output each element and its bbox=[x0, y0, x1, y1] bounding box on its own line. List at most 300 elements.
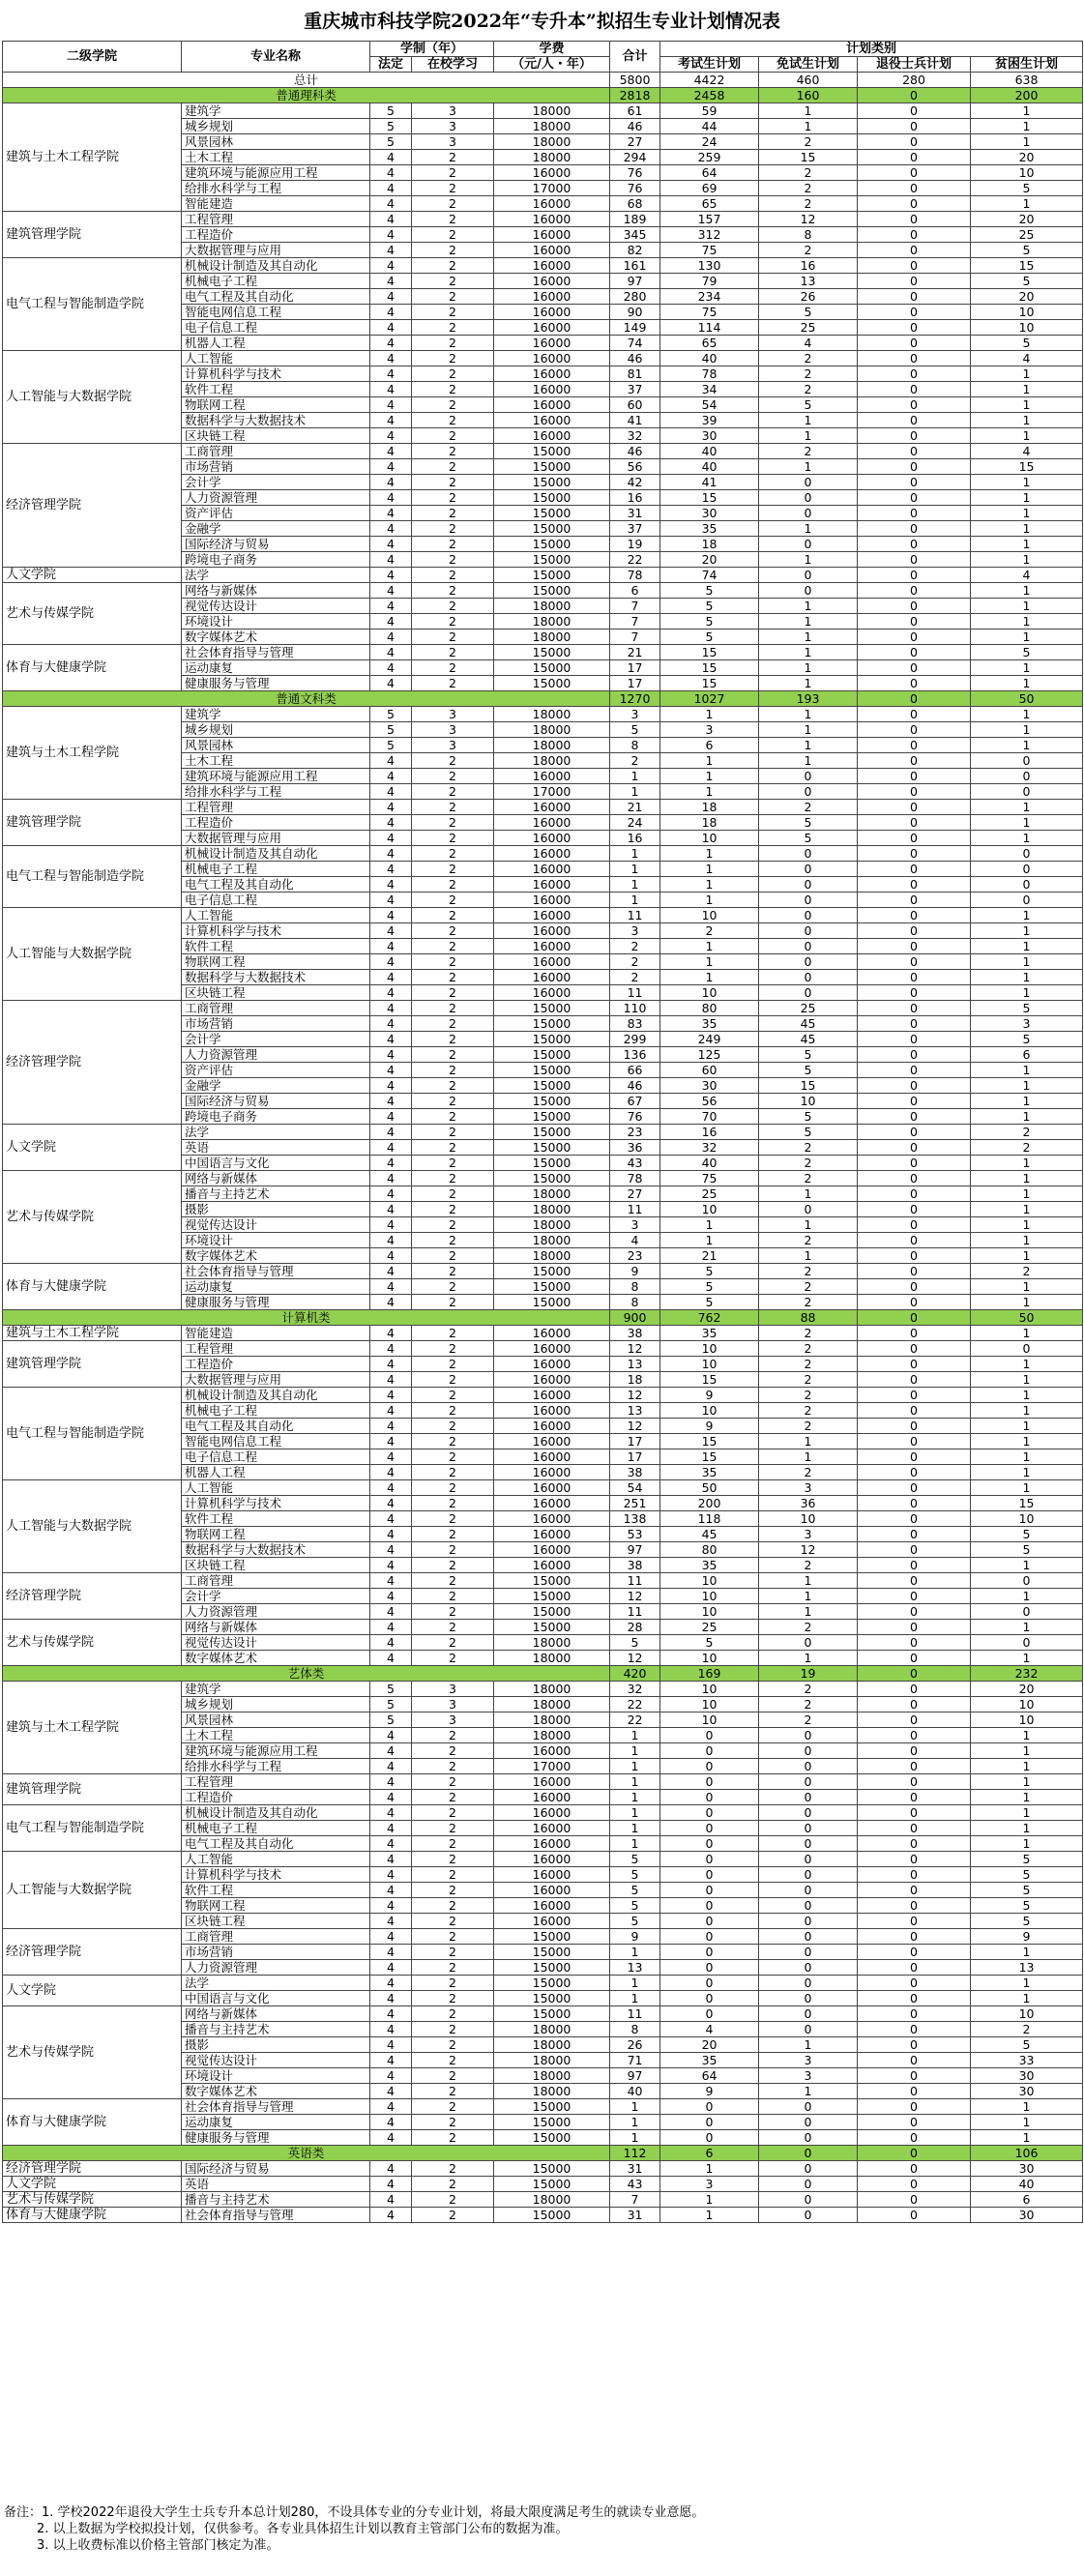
tuition-cell: 18000 bbox=[494, 103, 610, 119]
category-label: 英语类 bbox=[3, 2146, 610, 2161]
exempt-cell: 0 bbox=[759, 769, 858, 784]
major-cell: 软件工程 bbox=[182, 939, 370, 954]
exempt-cell: 2 bbox=[759, 1140, 858, 1156]
college-cell: 人文学院 bbox=[3, 568, 182, 583]
veteran-cell: 0 bbox=[858, 552, 971, 568]
school-years-cell: 2 bbox=[412, 1109, 494, 1125]
veteran-cell: 0 bbox=[858, 1697, 971, 1712]
poverty-cell: 1 bbox=[971, 506, 1083, 521]
exam-cell: 15 bbox=[660, 490, 759, 506]
table-row bbox=[3, 1326, 1083, 1341]
poverty-cell: 10 bbox=[971, 320, 1083, 336]
exam-cell: 0 bbox=[660, 1960, 759, 1976]
table-row bbox=[3, 1125, 1083, 1140]
school-years-cell: 2 bbox=[412, 1774, 494, 1790]
total-cell: 294 bbox=[610, 150, 660, 165]
exam-cell: 0 bbox=[660, 1867, 759, 1883]
table-row bbox=[3, 1264, 1083, 1279]
tuition-cell: 18000 bbox=[494, 1682, 610, 1697]
exempt-cell: 1 bbox=[759, 599, 858, 614]
veteran-cell: 0 bbox=[858, 599, 971, 614]
exam-cell: 0 bbox=[660, 1898, 759, 1914]
major-cell: 视觉传达设计 bbox=[182, 599, 370, 614]
school-years-cell: 2 bbox=[412, 1001, 494, 1016]
exam-cell: 5 bbox=[660, 1295, 759, 1310]
school-years-cell: 2 bbox=[412, 413, 494, 428]
tuition-cell: 16000 bbox=[494, 908, 610, 923]
poverty-cell: 5 bbox=[971, 645, 1083, 660]
poverty-cell: 5 bbox=[971, 2037, 1083, 2053]
poverty-cell: 2 bbox=[971, 2022, 1083, 2037]
exam-cell: 259 bbox=[660, 150, 759, 165]
tuition-cell: 15000 bbox=[494, 1109, 610, 1125]
major-cell: 机械设计制造及其自动化 bbox=[182, 846, 370, 862]
total-cell: 76 bbox=[610, 165, 660, 181]
legal-years-cell: 4 bbox=[370, 629, 412, 645]
exempt-cell: 45 bbox=[759, 1016, 858, 1032]
exam-cell: 0 bbox=[660, 1743, 759, 1759]
exempt-cell: 0 bbox=[759, 506, 858, 521]
veteran-cell: 0 bbox=[858, 1527, 971, 1542]
poverty-cell: 30 bbox=[971, 2068, 1083, 2084]
footnote: 2. 以上数据为学校拟投计划，仅供参考。各专业具体招生计划以教育主管部门公布的数据为准。 bbox=[37, 2522, 569, 2536]
school-years-cell: 2 bbox=[412, 1604, 494, 1620]
table-row bbox=[3, 1171, 1083, 1186]
exempt-cell: 0 bbox=[759, 1790, 858, 1805]
total-cell: 71 bbox=[610, 2053, 660, 2068]
legal-years-cell: 5 bbox=[370, 103, 412, 119]
veteran-cell: 0 bbox=[858, 1620, 971, 1635]
school-years-cell: 2 bbox=[412, 1558, 494, 1573]
tuition-cell: 15000 bbox=[494, 1078, 610, 1094]
school-years-cell: 2 bbox=[412, 862, 494, 877]
veteran-cell: 0 bbox=[858, 320, 971, 336]
veteran-cell: 0 bbox=[858, 614, 971, 629]
total-cell: 8 bbox=[610, 1279, 660, 1295]
category-total: 900 bbox=[610, 1310, 660, 1326]
exempt-cell: 1 bbox=[759, 722, 858, 738]
category-label: 普通理科类 bbox=[3, 88, 610, 103]
legal-years-cell: 4 bbox=[370, 2208, 412, 2223]
header-major: 专业名称 bbox=[182, 42, 370, 73]
college-cell: 经济管理学院 bbox=[3, 1929, 182, 1976]
tuition-cell: 16000 bbox=[494, 413, 610, 428]
exempt-cell: 45 bbox=[759, 1032, 858, 1047]
tuition-cell: 15000 bbox=[494, 2130, 610, 2146]
legal-years-cell: 4 bbox=[370, 1821, 412, 1836]
veteran-cell: 0 bbox=[858, 707, 971, 722]
exam-cell: 234 bbox=[660, 289, 759, 305]
major-cell: 社会体育指导与管理 bbox=[182, 1264, 370, 1279]
total-cell: 1 bbox=[610, 769, 660, 784]
tuition-cell: 18000 bbox=[494, 150, 610, 165]
total-cell: 2 bbox=[610, 939, 660, 954]
exam-cell: 44 bbox=[660, 119, 759, 134]
tuition-cell: 16000 bbox=[494, 1341, 610, 1357]
exempt-cell: 25 bbox=[759, 1001, 858, 1016]
major-cell: 工商管理 bbox=[182, 1929, 370, 1945]
header-duration: 学制（年） bbox=[370, 42, 494, 57]
tuition-cell: 15000 bbox=[494, 1604, 610, 1620]
veteran-cell: 0 bbox=[858, 103, 971, 119]
poverty-cell: 1 bbox=[971, 660, 1083, 676]
legal-years-cell: 4 bbox=[370, 1511, 412, 1527]
tuition-cell: 18000 bbox=[494, 134, 610, 150]
major-cell: 工程造价 bbox=[182, 1790, 370, 1805]
exempt-cell: 2 bbox=[759, 1620, 858, 1635]
exempt-cell: 1 bbox=[759, 413, 858, 428]
tuition-cell: 17000 bbox=[494, 784, 610, 800]
header-tuition-unit: （元/人・年） bbox=[494, 57, 610, 73]
exam-cell: 15 bbox=[660, 1434, 759, 1449]
exempt-cell: 0 bbox=[759, 537, 858, 552]
tuition-cell: 15000 bbox=[494, 568, 610, 583]
major-cell: 会计学 bbox=[182, 1032, 370, 1047]
tuition-cell: 18000 bbox=[494, 614, 610, 629]
total-cell: 345 bbox=[610, 227, 660, 243]
exam-cell: 65 bbox=[660, 196, 759, 212]
exam-cell: 200 bbox=[660, 1496, 759, 1511]
exempt-cell: 2 bbox=[759, 1264, 858, 1279]
exempt-cell: 0 bbox=[759, 568, 858, 583]
legal-years-cell: 4 bbox=[370, 336, 412, 351]
total-cell: 12 bbox=[610, 1419, 660, 1434]
total-cell: 9 bbox=[610, 1929, 660, 1945]
veteran-cell: 0 bbox=[858, 444, 971, 459]
total-cell: 5 bbox=[610, 1635, 660, 1651]
school-years-cell: 2 bbox=[412, 2115, 494, 2130]
school-years-cell: 3 bbox=[412, 103, 494, 119]
tuition-cell: 16000 bbox=[494, 397, 610, 413]
tuition-cell: 18000 bbox=[494, 1202, 610, 1217]
tuition-cell: 15000 bbox=[494, 2161, 610, 2177]
poverty-cell: 25 bbox=[971, 227, 1083, 243]
exam-cell: 35 bbox=[660, 2053, 759, 2068]
exempt-cell: 5 bbox=[759, 305, 858, 320]
major-cell: 工程造价 bbox=[182, 1357, 370, 1372]
school-years-cell: 2 bbox=[412, 1202, 494, 1217]
exam-cell: 5 bbox=[660, 1279, 759, 1295]
poverty-cell: 0 bbox=[971, 784, 1083, 800]
school-years-cell: 2 bbox=[412, 2130, 494, 2146]
poverty-cell: 13 bbox=[971, 1960, 1083, 1976]
poverty-cell: 1 bbox=[971, 537, 1083, 552]
exam-cell: 20 bbox=[660, 2037, 759, 2053]
tuition-cell: 16000 bbox=[494, 1480, 610, 1496]
poverty-cell: 1 bbox=[971, 831, 1083, 846]
school-years-cell: 2 bbox=[412, 2192, 494, 2208]
exempt-cell: 0 bbox=[759, 1728, 858, 1743]
exam-cell: 0 bbox=[660, 1991, 759, 2006]
tuition-cell: 18000 bbox=[494, 629, 610, 645]
legal-years-cell: 4 bbox=[370, 1651, 412, 1666]
tuition-cell: 16000 bbox=[494, 320, 610, 336]
school-years-cell: 2 bbox=[412, 212, 494, 227]
legal-years-cell: 4 bbox=[370, 1960, 412, 1976]
major-cell: 会计学 bbox=[182, 1589, 370, 1604]
school-years-cell: 2 bbox=[412, 305, 494, 320]
poverty-cell: 15 bbox=[971, 459, 1083, 475]
total-cell: 81 bbox=[610, 366, 660, 382]
poverty-cell: 10 bbox=[971, 1511, 1083, 1527]
major-cell: 数据科学与大数据技术 bbox=[182, 1542, 370, 1558]
total-cell: 1 bbox=[610, 893, 660, 908]
veteran-cell: 0 bbox=[858, 1589, 971, 1604]
veteran-cell: 0 bbox=[858, 1991, 971, 2006]
exempt-cell: 1 bbox=[759, 2037, 858, 2053]
tuition-cell: 18000 bbox=[494, 1697, 610, 1712]
legal-years-cell: 4 bbox=[370, 366, 412, 382]
legal-years-cell: 5 bbox=[370, 707, 412, 722]
exempt-cell: 2 bbox=[759, 1682, 858, 1697]
footnotes bbox=[4, 2504, 1077, 2554]
total-cell: 43 bbox=[610, 1156, 660, 1171]
school-years-cell: 2 bbox=[412, 1542, 494, 1558]
legal-years-cell: 4 bbox=[370, 2192, 412, 2208]
school-years-cell: 2 bbox=[412, 181, 494, 196]
legal-years-cell: 4 bbox=[370, 1403, 412, 1419]
total-cell: 16 bbox=[610, 490, 660, 506]
poverty-cell: 1 bbox=[971, 954, 1083, 970]
exam-cell: 10 bbox=[660, 1651, 759, 1666]
exam-cell: 35 bbox=[660, 1016, 759, 1032]
exempt-cell: 1 bbox=[759, 1651, 858, 1666]
legal-years-cell: 4 bbox=[370, 1790, 412, 1805]
school-years-cell: 2 bbox=[412, 2068, 494, 2084]
veteran-cell: 0 bbox=[858, 1109, 971, 1125]
total-cell: 18 bbox=[610, 1372, 660, 1388]
legal-years-cell: 5 bbox=[370, 1682, 412, 1697]
tuition-cell: 16000 bbox=[494, 800, 610, 815]
veteran-cell: 0 bbox=[858, 2053, 971, 2068]
exempt-cell: 13 bbox=[759, 274, 858, 289]
total-cell: 60 bbox=[610, 397, 660, 413]
exempt-cell: 2 bbox=[759, 1156, 858, 1171]
total-cell: 67 bbox=[610, 1094, 660, 1109]
veteran-cell: 0 bbox=[858, 753, 971, 769]
school-years-cell: 2 bbox=[412, 970, 494, 985]
category-total: 1270 bbox=[610, 691, 660, 707]
major-cell: 机械电子工程 bbox=[182, 1403, 370, 1419]
exempt-cell: 1 bbox=[759, 428, 858, 444]
tuition-cell: 16000 bbox=[494, 1527, 610, 1542]
veteran-cell: 0 bbox=[858, 1078, 971, 1094]
major-cell: 计算机科学与技术 bbox=[182, 1867, 370, 1883]
legal-years-cell: 4 bbox=[370, 1743, 412, 1759]
category-exam: 1027 bbox=[660, 691, 759, 707]
exam-cell: 80 bbox=[660, 1001, 759, 1016]
poverty-cell: 3 bbox=[971, 1016, 1083, 1032]
exempt-cell: 3 bbox=[759, 1527, 858, 1542]
school-years-cell: 2 bbox=[412, 1728, 494, 1743]
poverty-cell: 5 bbox=[971, 336, 1083, 351]
exam-cell: 25 bbox=[660, 1620, 759, 1635]
legal-years-cell: 4 bbox=[370, 954, 412, 970]
category-exempt: 88 bbox=[759, 1310, 858, 1326]
school-years-cell: 2 bbox=[412, 676, 494, 691]
header-poverty: 贫困生计划 bbox=[971, 57, 1083, 73]
poverty-cell: 5 bbox=[971, 181, 1083, 196]
school-years-cell: 2 bbox=[412, 831, 494, 846]
veteran-cell: 0 bbox=[858, 1326, 971, 1341]
school-years-cell: 2 bbox=[412, 1976, 494, 1991]
legal-years-cell: 4 bbox=[370, 1728, 412, 1743]
exempt-cell: 1 bbox=[759, 1248, 858, 1264]
exam-cell: 64 bbox=[660, 165, 759, 181]
poverty-cell: 1 bbox=[971, 939, 1083, 954]
tuition-cell: 15000 bbox=[494, 1264, 610, 1279]
total-cell: 8 bbox=[610, 2022, 660, 2037]
major-cell: 运动康复 bbox=[182, 1279, 370, 1295]
poverty-cell: 1 bbox=[971, 738, 1083, 753]
exempt-cell: 0 bbox=[759, 970, 858, 985]
tuition-cell: 16000 bbox=[494, 1465, 610, 1480]
total-cell: 12 bbox=[610, 1651, 660, 1666]
total-cell: 4 bbox=[610, 1233, 660, 1248]
tuition-cell: 16000 bbox=[494, 428, 610, 444]
exam-cell: 5 bbox=[660, 614, 759, 629]
major-cell: 市场营销 bbox=[182, 1016, 370, 1032]
exempt-cell: 1 bbox=[759, 1589, 858, 1604]
tuition-cell: 16000 bbox=[494, 1914, 610, 1929]
veteran-cell: 0 bbox=[858, 893, 971, 908]
major-cell: 中国语言与文化 bbox=[182, 1991, 370, 2006]
major-cell: 工程造价 bbox=[182, 815, 370, 831]
poverty-cell: 1 bbox=[971, 397, 1083, 413]
school-years-cell: 2 bbox=[412, 1233, 494, 1248]
legal-years-cell: 4 bbox=[370, 1264, 412, 1279]
veteran-cell: 0 bbox=[858, 119, 971, 134]
veteran-cell: 0 bbox=[858, 1419, 971, 1434]
exempt-cell: 1 bbox=[759, 614, 858, 629]
legal-years-cell: 4 bbox=[370, 1140, 412, 1156]
legal-years-cell: 4 bbox=[370, 382, 412, 397]
total-cell: 1 bbox=[610, 1991, 660, 2006]
tuition-cell: 15000 bbox=[494, 1589, 610, 1604]
exempt-cell: 2 bbox=[759, 134, 858, 150]
total-cell: 3 bbox=[610, 1217, 660, 1233]
poverty-cell: 1 bbox=[971, 490, 1083, 506]
major-cell: 机械设计制造及其自动化 bbox=[182, 1388, 370, 1403]
major-cell: 人力资源管理 bbox=[182, 1604, 370, 1620]
veteran-cell: 0 bbox=[858, 537, 971, 552]
major-cell: 建筑环境与能源应用工程 bbox=[182, 1743, 370, 1759]
exempt-cell: 1 bbox=[759, 1186, 858, 1202]
veteran-cell: 0 bbox=[858, 413, 971, 428]
exempt-cell: 2 bbox=[759, 382, 858, 397]
tuition-cell: 15000 bbox=[494, 459, 610, 475]
legal-years-cell: 4 bbox=[370, 1620, 412, 1635]
total-cell: 1 bbox=[610, 877, 660, 893]
veteran-cell: 0 bbox=[858, 1511, 971, 1527]
exam-cell: 118 bbox=[660, 1511, 759, 1527]
legal-years-cell: 4 bbox=[370, 645, 412, 660]
major-cell: 国际经济与贸易 bbox=[182, 2161, 370, 2177]
exam-cell: 125 bbox=[660, 1047, 759, 1063]
exempt-cell: 2 bbox=[759, 800, 858, 815]
exempt-cell: 0 bbox=[759, 784, 858, 800]
poverty-cell: 0 bbox=[971, 1573, 1083, 1589]
footnote: 3. 以上收费标准以价格主管部门核定为准。 bbox=[37, 2538, 279, 2553]
exam-cell: 30 bbox=[660, 506, 759, 521]
legal-years-cell: 4 bbox=[370, 2099, 412, 2115]
major-cell: 物联网工程 bbox=[182, 1527, 370, 1542]
school-years-cell: 2 bbox=[412, 1960, 494, 1976]
exam-cell: 75 bbox=[660, 1171, 759, 1186]
total-cell: 1 bbox=[610, 1774, 660, 1790]
poverty-cell: 33 bbox=[971, 2053, 1083, 2068]
legal-years-cell: 4 bbox=[370, 614, 412, 629]
tuition-cell: 16000 bbox=[494, 815, 610, 831]
exempt-cell: 2 bbox=[759, 1419, 858, 1434]
veteran-cell: 0 bbox=[858, 2068, 971, 2084]
exempt-cell: 2 bbox=[759, 1558, 858, 1573]
exam-cell: 0 bbox=[660, 1852, 759, 1867]
exempt-cell: 0 bbox=[759, 2177, 858, 2192]
legal-years-cell: 4 bbox=[370, 1434, 412, 1449]
legal-years-cell: 4 bbox=[370, 475, 412, 490]
table-row bbox=[3, 1682, 1083, 1697]
veteran-cell: 0 bbox=[858, 1914, 971, 1929]
poverty-cell: 1 bbox=[971, 815, 1083, 831]
poverty-cell: 1 bbox=[971, 1620, 1083, 1635]
veteran-cell: 0 bbox=[858, 1279, 971, 1295]
tuition-cell: 16000 bbox=[494, 862, 610, 877]
exempt-cell: 1 bbox=[759, 629, 858, 645]
legal-years-cell: 4 bbox=[370, 2022, 412, 2037]
major-cell: 机械电子工程 bbox=[182, 862, 370, 877]
school-years-cell: 2 bbox=[412, 243, 494, 258]
tuition-cell: 15000 bbox=[494, 2115, 610, 2130]
exam-cell: 24 bbox=[660, 134, 759, 150]
poverty-cell: 4 bbox=[971, 568, 1083, 583]
major-cell: 视觉传达设计 bbox=[182, 1635, 370, 1651]
poverty-cell: 1 bbox=[971, 1279, 1083, 1295]
total-cell: 9 bbox=[610, 1264, 660, 1279]
total-cell: 38 bbox=[610, 1465, 660, 1480]
tuition-cell: 18000 bbox=[494, 722, 610, 738]
tuition-cell: 16000 bbox=[494, 846, 610, 862]
tuition-cell: 15000 bbox=[494, 2177, 610, 2192]
total-cell: 1 bbox=[610, 2130, 660, 2146]
tuition-cell: 16000 bbox=[494, 258, 610, 274]
total-cell: 7 bbox=[610, 629, 660, 645]
veteran-cell: 0 bbox=[858, 1867, 971, 1883]
total-cell: 1 bbox=[610, 1743, 660, 1759]
poverty-cell: 1 bbox=[971, 1078, 1083, 1094]
school-years-cell: 2 bbox=[412, 1635, 494, 1651]
total-cell: 189 bbox=[610, 212, 660, 227]
total-cell: 251 bbox=[610, 1496, 660, 1511]
legal-years-cell: 4 bbox=[370, 212, 412, 227]
poverty-cell: 0 bbox=[971, 877, 1083, 893]
tuition-cell: 18000 bbox=[494, 1728, 610, 1743]
major-cell: 市场营销 bbox=[182, 459, 370, 475]
legal-years-cell: 4 bbox=[370, 227, 412, 243]
exempt-cell: 16 bbox=[759, 258, 858, 274]
major-cell: 中国语言与文化 bbox=[182, 1156, 370, 1171]
poverty-cell: 1 bbox=[971, 1094, 1083, 1109]
tuition-cell: 15000 bbox=[494, 444, 610, 459]
exempt-cell: 0 bbox=[759, 2115, 858, 2130]
veteran-cell: 0 bbox=[858, 212, 971, 227]
college-cell: 建筑与土木工程学院 bbox=[3, 1326, 182, 1341]
school-years-cell: 2 bbox=[412, 1171, 494, 1186]
school-years-cell: 2 bbox=[412, 1945, 494, 1960]
veteran-cell: 0 bbox=[858, 1434, 971, 1449]
total-cell: 7 bbox=[610, 599, 660, 614]
veteran-cell: 0 bbox=[858, 382, 971, 397]
